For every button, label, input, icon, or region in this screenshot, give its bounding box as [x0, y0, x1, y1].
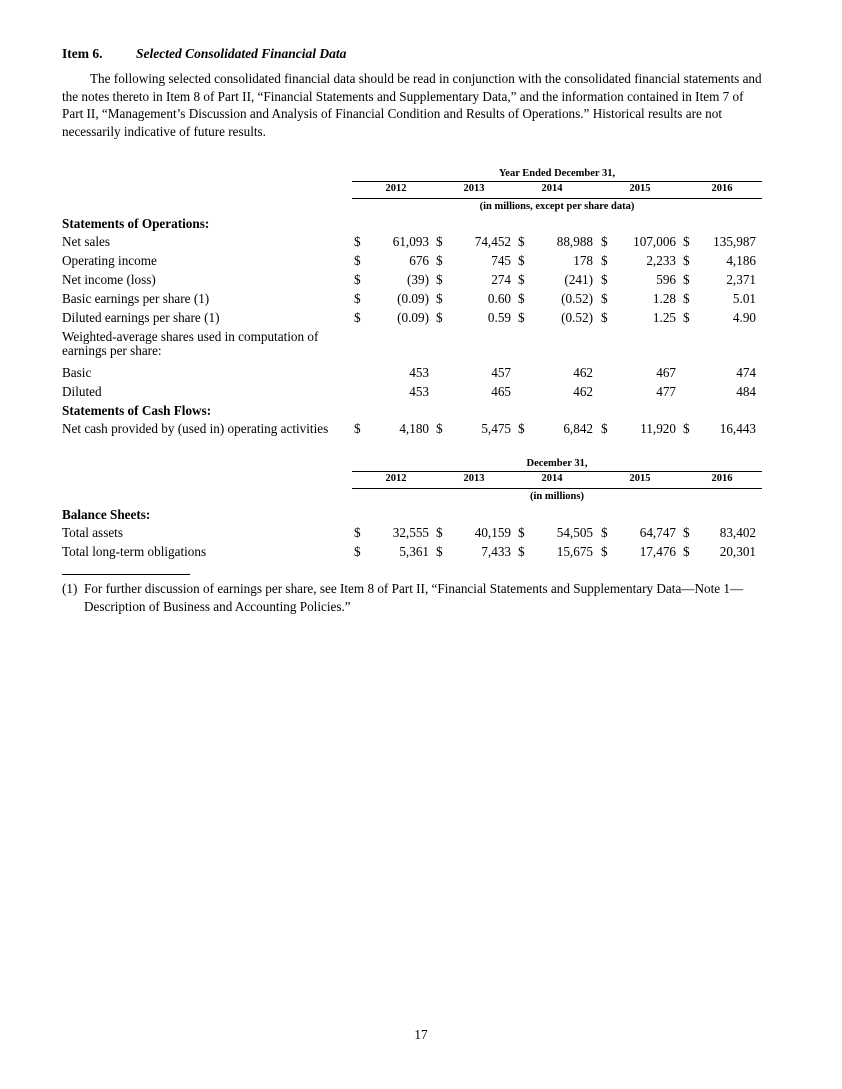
table-row	[62, 310, 762, 328]
page-number: 17	[414, 1027, 428, 1042]
cell-value: 5,361	[399, 544, 429, 559]
dollar-sign: $	[601, 253, 608, 268]
table-row	[62, 291, 762, 309]
dollar-sign: $	[518, 291, 525, 306]
header-rule	[352, 488, 762, 489]
weighted-heading	[62, 330, 762, 364]
cell-value: 1.25	[652, 310, 676, 325]
table-row	[62, 253, 762, 271]
dollar-sign: $	[436, 234, 443, 249]
cell-value: 40,159	[474, 525, 511, 540]
cell-value: (0.52)	[561, 310, 593, 325]
dollar-sign: $	[436, 291, 443, 306]
dollar-sign: $	[518, 272, 525, 287]
cell-value: 0.59	[487, 310, 511, 325]
dollar-sign: $	[436, 525, 443, 540]
table-row	[62, 234, 762, 252]
dollar-sign: $	[518, 310, 525, 325]
row-label: Operating income	[62, 253, 157, 268]
header-rule	[352, 198, 762, 199]
row-label: Net cash provided by (used in) operating activities	[62, 421, 329, 436]
period-header: December 31,	[526, 458, 588, 469]
cell-value: 5.01	[732, 291, 756, 306]
row-label: Diluted earnings per share (1)	[62, 310, 220, 325]
cell-value: 6,842	[563, 421, 593, 436]
cell-value: 484	[736, 384, 756, 399]
year-header: 2012	[385, 473, 407, 484]
cell-value: 0.60	[487, 291, 511, 306]
year-header: 2014	[541, 183, 563, 194]
cell-value: 178	[573, 253, 593, 268]
cell-value: 4.90	[732, 310, 756, 325]
cell-value: 5,475	[481, 421, 511, 436]
cell-value: 83,402	[719, 525, 756, 540]
dollar-sign: $	[601, 525, 608, 540]
cell-value: 1.28	[652, 291, 676, 306]
year-header: 2015	[629, 473, 651, 484]
item-heading	[62, 46, 346, 62]
cell-value: 17,476	[639, 544, 676, 559]
cell-value: 107,006	[633, 234, 676, 249]
year-header: 2015	[629, 183, 651, 194]
cell-value: 74,452	[474, 234, 511, 249]
year-header: 2013	[463, 473, 485, 484]
cell-value: (0.09)	[397, 291, 429, 306]
item-number: Item 6.	[62, 46, 103, 61]
dollar-sign: $	[518, 525, 525, 540]
row-label: Net sales	[62, 234, 110, 249]
cell-value: 676	[409, 253, 429, 268]
dollar-sign: $	[683, 234, 690, 249]
footnote	[62, 580, 762, 615]
cell-value: 453	[409, 365, 429, 380]
section-heading	[62, 403, 762, 421]
cell-value: 745	[491, 253, 511, 268]
dollar-sign: $	[354, 525, 361, 540]
cell-value: 61,093	[392, 234, 429, 249]
section-label: Statements of Operations:	[62, 216, 210, 231]
dollar-sign: $	[354, 310, 361, 325]
row-label: Net income (loss)	[62, 272, 156, 287]
cell-value: 596	[656, 272, 676, 287]
dollar-sign: $	[683, 253, 690, 268]
balance-sheet-table	[62, 458, 762, 566]
cell-value: (241)	[564, 272, 593, 287]
dollar-sign: $	[683, 272, 690, 287]
table-row	[62, 272, 762, 290]
dollar-sign: $	[683, 310, 690, 325]
cell-value: (39)	[407, 272, 429, 287]
table-row	[62, 421, 762, 439]
table-row	[62, 384, 762, 402]
dollar-sign: $	[436, 421, 443, 436]
row-label: Basic earnings per share (1)	[62, 291, 210, 306]
table-row	[62, 365, 762, 383]
year-header: 2016	[711, 183, 733, 194]
footnote-rule	[62, 574, 190, 575]
dollar-sign: $	[601, 234, 608, 249]
cell-value: 7,433	[481, 544, 511, 559]
dollar-sign: $	[518, 234, 525, 249]
cell-value: 2,371	[726, 272, 756, 287]
dollar-sign: $	[354, 421, 361, 436]
cell-value: 467	[656, 365, 676, 380]
dollar-sign: $	[354, 253, 361, 268]
dollar-sign: $	[683, 525, 690, 540]
intro-text: The following selected consolidated financial data should be read in conjunction with the consolidated financial statements and the notes thereto in Item 8 of Part II, “Financial Statements and Supplementary Data,” and the information contained in Item 7 of Part II, “Management’s Discussion and Analysis of Financial Condition and Results of Operations.” Historical results are not necessarily indicative of future results.	[62, 71, 762, 139]
cell-value: 4,186	[726, 253, 756, 268]
section-label: Balance Sheets:	[62, 507, 151, 522]
cell-value: 88,988	[556, 234, 593, 249]
cell-value: 32,555	[392, 525, 429, 540]
dollar-sign: $	[683, 291, 690, 306]
cell-value: 274	[491, 272, 511, 287]
cell-value: 16,443	[719, 421, 756, 436]
year-header: 2014	[541, 473, 563, 484]
section-heading	[62, 507, 762, 525]
dollar-sign: $	[436, 310, 443, 325]
units-note: (in millions)	[530, 491, 584, 502]
cell-value: (0.09)	[397, 310, 429, 325]
cell-value: (0.52)	[561, 291, 593, 306]
cell-value: 64,747	[639, 525, 676, 540]
table-row	[62, 525, 762, 543]
cell-value: 11,920	[640, 421, 676, 436]
dollar-sign: $	[518, 544, 525, 559]
units-note: (in millions, except per share data)	[479, 201, 635, 212]
dollar-sign: $	[601, 291, 608, 306]
intro-paragraph	[62, 70, 762, 140]
cell-value: 462	[573, 365, 593, 380]
cell-value: 453	[409, 384, 429, 399]
operations-table	[62, 168, 762, 440]
dollar-sign: $	[354, 291, 361, 306]
row-label: Total assets	[62, 525, 123, 540]
cell-value: 135,987	[713, 234, 756, 249]
cell-value: 2,233	[646, 253, 676, 268]
dollar-sign: $	[683, 421, 690, 436]
header-rule	[352, 471, 762, 472]
cell-value: 15,675	[556, 544, 593, 559]
dollar-sign: $	[518, 253, 525, 268]
period-header: Year Ended December 31,	[498, 168, 616, 179]
item-title: Selected Consolidated Financial Data	[136, 46, 347, 61]
dollar-sign: $	[601, 421, 608, 436]
cell-value: 457	[491, 365, 511, 380]
cell-value: 462	[573, 384, 593, 399]
dollar-sign: $	[683, 544, 690, 559]
table-row	[62, 544, 762, 562]
dollar-sign: $	[436, 272, 443, 287]
year-header: 2016	[711, 473, 733, 484]
header-rule	[352, 181, 762, 182]
row-label: Total long-term obligations	[62, 544, 207, 559]
year-header: 2013	[463, 183, 485, 194]
cell-value: 477	[656, 384, 676, 399]
footnote-mark: (1)	[62, 581, 78, 596]
dollar-sign: $	[436, 253, 443, 268]
year-header: 2012	[385, 183, 407, 194]
dollar-sign: $	[601, 310, 608, 325]
dollar-sign: $	[601, 272, 608, 287]
row-label: Basic	[62, 365, 92, 380]
footnote-text: For further discussion of earnings per share, see Item 8 of Part II, “Financial Statements and Supplementary Data—Note 1—Description of Business and Accounting Policies.”	[84, 581, 744, 614]
section-heading	[62, 216, 762, 234]
cell-value: 20,301	[719, 544, 756, 559]
cell-value: 474	[736, 365, 756, 380]
dollar-sign: $	[518, 421, 525, 436]
dollar-sign: $	[354, 234, 361, 249]
section-label: Statements of Cash Flows:	[62, 403, 212, 418]
dollar-sign: $	[601, 544, 608, 559]
dollar-sign: $	[436, 544, 443, 559]
weighted-label: Weighted-average shares used in computation of earnings per share:	[62, 329, 319, 358]
row-label: Diluted	[62, 384, 102, 399]
cell-value: 4,180	[399, 421, 429, 436]
dollar-sign: $	[354, 272, 361, 287]
cell-value: 465	[491, 384, 511, 399]
cell-value: 54,505	[556, 525, 593, 540]
dollar-sign: $	[354, 544, 361, 559]
